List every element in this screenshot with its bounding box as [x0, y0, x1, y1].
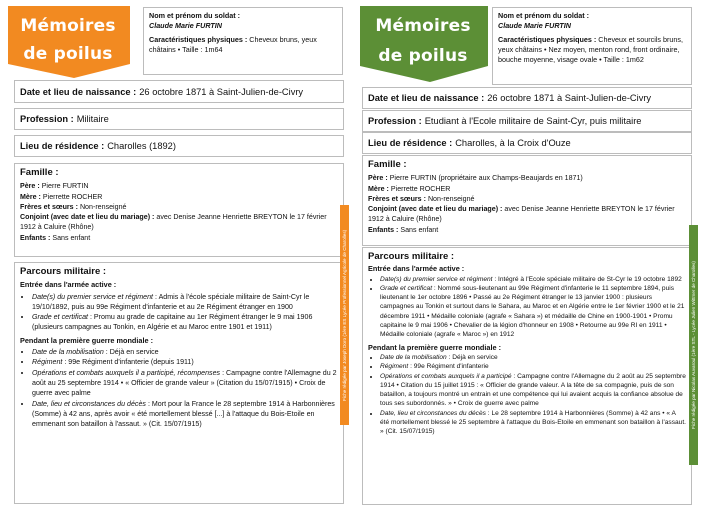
profession-value: Militaire: [76, 114, 109, 124]
operations-item: • Opérations et combats auxquels il a participé : Campagne contre l'Allemagne du 2 août au 25 septembre 1914 • Citation du 15 juillet 1915 : « Officier de grande valeur. A la tête de sa compagnie, puis de son bataillon, a toujours montré un entrain et une compétence qui lui avaient acquis la confiance absolue de tous ses subordonnés. » • Croix de guerre avec palme: [380, 372, 686, 409]
mobilisation-item: • Date de la mobilisation : Déjà en service: [380, 353, 686, 362]
entry-title: Entrée dans l'armée active :: [368, 264, 465, 274]
mobilisation-label: Date de la mobilisation: [380, 353, 447, 361]
grade-value: Promu au grade de capitaine au 1er Régiment étranger le 9 mai 1906 (plusieurs campagnes au Tonkin, en Algérie et au Maroc entre 1901 et 1911): [32, 313, 313, 332]
war-list: [20, 347, 338, 429]
residence-label: Lieu de résidence :: [368, 138, 453, 148]
soldier-name: Claude Marie FURTIN: [498, 21, 571, 30]
father-label: Père :: [368, 174, 388, 183]
children-label: Enfants :: [20, 233, 51, 242]
father-value: Pierre FURTIN (propriétaire aux Champs-Beaujards en 1871): [389, 174, 583, 183]
war-title: Pendant la première guerre mondiale :: [368, 342, 502, 352]
profession-value: Etudiant à l'Ecole militaire de Saint-Cyr, puis militaire: [424, 116, 642, 126]
father-line: [20, 181, 338, 191]
physical-characteristics: [498, 35, 686, 65]
death-label: Date, lieu et circonstances du décès: [32, 399, 146, 408]
first-service-label: Date(s) du premier service et régiment: [380, 275, 493, 283]
mobilisation-value: Déjà en service: [109, 348, 159, 357]
profession-box: [14, 108, 344, 130]
credit-strip: Fiche rédigée par Joseph Doro (1ère ES Lycée Professionnel Agricole de Charolles): [340, 205, 349, 425]
children-value: Sans enfant: [400, 225, 439, 234]
spouse-value: avec Denise Jeanne Henriette BREYTON le 17 février 1912 à Caluire (Rhône): [20, 213, 327, 232]
residence-box: [14, 135, 344, 157]
operations-label: Opérations et combats auxquels il a participé: [380, 372, 512, 380]
physical-value: Cheveux bruns, yeux châtains • Taille : 1m64: [149, 35, 317, 54]
first-service-label: Date(s) du premier service et régiment: [32, 292, 154, 301]
memoires-de-poilus-banner: [8, 6, 136, 78]
children-label: Enfants :: [368, 225, 399, 234]
profession-box: [362, 110, 692, 132]
banner-line-2: de poilus: [23, 44, 113, 64]
death-item: • Date, lieu et circonstances du décès : Mort pour la France le 28 septembre 1914 à Harbonnières (Somme) à 42 ans, après avoir « été mortellement blessé [...] à l'attaque du Bois-Etoile en emmenant son bataillon à l'assaut. » (Cit. 15/07/1915): [32, 399, 338, 430]
entry-title: Entrée dans l'armée active :: [20, 280, 117, 290]
birth-value: 26 octobre 1871 à Saint-Julien-de-Civry: [139, 86, 304, 97]
mobilisation-label: Date de la mobilisation: [32, 348, 104, 357]
banner-line-1: Mémoires: [20, 16, 116, 36]
siblings-value: Non-renseigné: [79, 202, 127, 211]
family-title: Famille :: [20, 167, 59, 178]
entry-list: [20, 292, 338, 333]
regiment-item: • Régiment : 99e Régiment d'infanterie: [380, 362, 686, 371]
grade-label: Grade et certificat: [32, 313, 88, 322]
war-list: [368, 353, 686, 437]
death-label: Date, lieu et circonstances du décès: [380, 409, 486, 417]
first-service-item: • Date(s) du premier service et régiment : Admis à l'école spéciale militaire de Saint-Cyr le 19/10/1892, puis au 99e Régiment d'infanterie et au 2e Régiment étranger en 1900: [32, 292, 338, 313]
siblings-line: [20, 202, 338, 212]
residence-value: Charolles, à la Croix d'Ouze: [455, 138, 571, 148]
first-service-value: Intégré à l'Ecole spéciale militaire de St-Cyr le 19 octobre 1892: [498, 275, 682, 283]
father-value: Pierre FURTIN: [41, 182, 89, 191]
death-value: Le 28 septembre 1914 à Harbonnières (Somme) à 42 ans • « A été mortellement blessé le 25 septembre à l'attaque du Bois-Etoile en emmenant son bataillon à l'assaut. » (Cit. 15/07/1915): [380, 409, 687, 436]
spouse-label: Conjoint (avec date et lieu du mariage) :: [368, 205, 503, 214]
family-title: Famille :: [368, 159, 407, 170]
siblings-label: Frères et sœurs :: [20, 202, 78, 211]
death-value: Mort pour la France le 28 septembre 1914 à Harbonnières (Somme) à 42 ans, après avoir « été mortellement blessé [...] à l'attaque du Bois-Etoile en emmenant son bataillon à l'assaut. » (Cit. 15/07/1915): [32, 399, 335, 429]
family-section: [362, 155, 692, 246]
regiment-label: Régiment: [380, 363, 409, 371]
mother-line: [368, 184, 686, 194]
mobilisation-value: Déjà en service: [452, 353, 498, 361]
war-title: Pendant la première guerre mondiale :: [20, 335, 154, 345]
military-section: [14, 262, 344, 504]
entry-list: [368, 275, 686, 340]
name-label: Nom et prénom du soldat :: [498, 11, 590, 20]
physical-label: Caractéristiques physiques :: [498, 35, 597, 44]
spouse-line: [368, 204, 686, 225]
banner-line-2: de poilus: [378, 46, 468, 66]
identity-box: [143, 7, 343, 75]
death-item: • Date, lieu et circonstances du décès : Le 28 septembre 1914 à Harbonnières (Somme) à 42 ans • « A été mortellement blessé le 25 septembre à l'attaque du Bois-Etoile en emmenant son bataillon à l'assaut. » (Cit. 15/07/1915): [380, 409, 686, 437]
first-service-value: Admis à l'école spéciale militaire de Saint-Cyr le 19/10/1892, puis au 99e Régiment d'infanterie et au 2e Régiment étranger en 1900: [32, 292, 310, 311]
profession-label: Profession :: [368, 116, 422, 126]
mobilisation-item: • Date de la mobilisation : Déjà en service: [32, 347, 338, 357]
birth-box: [14, 80, 344, 103]
mother-line: [20, 192, 338, 202]
first-service-item: • Date(s) du premier service et régiment : Intégré à l'Ecole spéciale militaire de St-Cyr le 19 octobre 1892: [380, 275, 686, 284]
military-title: Parcours militaire :: [20, 266, 107, 277]
siblings-line: [368, 194, 686, 204]
siblings-value: Non-renseigné: [427, 194, 475, 203]
operations-item: • Opérations et combats auxquels il a participé, récompenses : Campagne contre l'Allemagne du 2 août au 25 septembre 1914 • « Officier de grande valeur » (Citation du 15/07/1915) • Croix de guerre avec palme: [32, 368, 338, 399]
siblings-label: Frères et sœurs :: [368, 194, 426, 203]
residence-box: [362, 132, 692, 154]
operations-value: Campagne contre l'Allemagne du 2 août au 25 septembre 1914 • Citation du 15 juillet 1915 : « Officier de grande valeur. A la tête de sa compagnie, puis de son bataillon, a toujours montré un entrain et une compétence qui lui avaient acquis la confiance absolue de tous ses subordonnés. » • Croix de guerre avec palme: [380, 372, 686, 408]
residence-label: Lieu de résidence :: [20, 141, 105, 151]
father-label: Père :: [20, 182, 40, 191]
children-line: [20, 233, 338, 243]
profession-label: Profession :: [20, 114, 74, 124]
regiment-label: Régiment: [32, 358, 63, 367]
father-line: [368, 173, 686, 183]
children-value: Sans enfant: [52, 233, 91, 242]
spouse-line: [20, 212, 338, 233]
soldier-name: Claude Marie FURTIN: [149, 21, 222, 30]
memoires-de-poilus-banner: [360, 6, 488, 78]
spouse-label: Conjoint (avec date et lieu du mariage) :: [20, 213, 155, 222]
soldier-card-right: [352, 0, 704, 510]
children-line: [368, 225, 686, 235]
physical-characteristics: [149, 35, 337, 55]
grade-value: Nommé sous-lieutenant au 99e Régiment d'infanterie le 11 septembre 1894, puis lieutenant le 1er octobre 1896 • Passé au 2e Régiment étranger le 13 janvier 1900 : plusieurs campagnes au Tonkin et surtout dans le Sahara, au Maroc et en Algérie entre le 1er février 1900 et le 21 décembre 1911 • Médaille coloniale (agrafe « Sahara ») et médaille de Chine en 1900-1901 • Promu capitaine le 9 mai 1906 • Chevalier de la légion d'honneur en 1908 • Retourne au 99e RI en 1911 • Médaille coloniale (agrafe « Maroc ») en 1912: [380, 284, 685, 339]
grade-item: • Grade et certificat : Promu au grade de capitaine au 1er Régiment étranger le 9 mai 1906 (plusieurs campagnes au Tonkin, en Algérie et au Maroc entre 1901 et 1911): [32, 312, 338, 333]
grade-label: Grade et certificat: [380, 284, 433, 292]
birth-value: 26 octobre 1871 à Saint-Julien-de-Civry: [487, 93, 652, 103]
military-title: Parcours militaire :: [368, 251, 455, 262]
military-section: [362, 247, 692, 505]
regiment-value: 99e Régiment d'infanterie: [413, 363, 489, 371]
physical-label: Caractéristiques physiques :: [149, 35, 248, 44]
residence-value: Charolles (1892): [107, 141, 176, 151]
physical-value: Cheveux et sourcils bruns, yeux châtains • Nez moyen, menton rond, front ordinaire, bouche moyenne, visage ovale • Taille : 1m62: [498, 35, 683, 64]
birth-box: [362, 87, 692, 109]
birth-label: Date et lieu de naissance :: [368, 93, 485, 103]
name-label: Nom et prénom du soldat :: [149, 11, 241, 20]
mother-label: Mère :: [20, 192, 41, 201]
mother-value: Pierrette ROCHER: [42, 192, 103, 201]
operations-value: Campagne contre l'Allemagne du 2 août au 25 septembre 1914 • « Officier de grande valeur » (Citation du 15/07/1915) • Croix de guerre avec palme: [32, 368, 337, 398]
family-section: [14, 163, 344, 257]
regiment-value: 99e Régiment d'infanterie (depuis 1911): [68, 358, 194, 367]
birth-label: Date et lieu de naissance :: [20, 86, 137, 97]
mother-label: Mère :: [368, 184, 389, 193]
grade-item: • Grade et certificat : Nommé sous-lieutenant au 99e Régiment d'infanterie le 11 septembre 1894, puis lieutenant le 1er octobre 1896 • Passé au 2e Régiment étranger le 13 janvier 1900 : plusieurs campagnes au Tonkin et surtout dans le Sahara, au Maroc et en Algérie entre le 1er février 1900 et le 21 décembre 1911 • Médaille coloniale (agrafe « Sahara ») et médaille de Chine en 1900-1901 • Promu capitaine le 9 mai 1906 • Chevalier de la légion d'honneur en 1908 • Retourne au 99e RI en 1911 • Médaille coloniale (agrafe « Maroc ») en 1912: [380, 284, 686, 340]
spouse-value: avec Denise Jeanne Henriette BREYTON le 17 février 1912 à Caluire (Rhône): [368, 205, 675, 224]
credit-strip: Fiche rédigée par Nicolas Auvaroul (1ère STL - Lycée Julien Wittmer de Charolles): [689, 225, 698, 465]
operations-label: Opérations et combats auxquels il a participé, récompenses: [32, 368, 221, 377]
regiment-item: • Régiment : 99e Régiment d'infanterie (depuis 1911): [32, 357, 338, 367]
mother-value: Pierrette ROCHER: [390, 184, 451, 193]
banner-line-1: Mémoires: [375, 16, 471, 36]
identity-box: [492, 7, 692, 85]
